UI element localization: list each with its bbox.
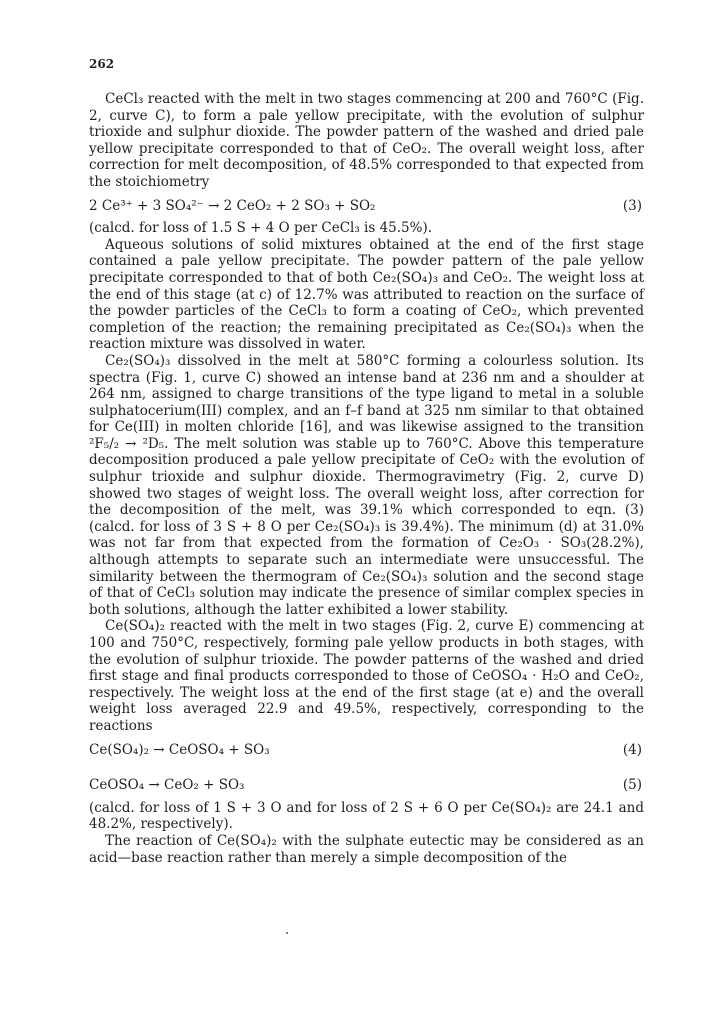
equation-4	[89, 742, 644, 759]
body-text	[89, 91, 644, 866]
paragraph-ce2so43-melt: Ce₂(SO₄)₃ dissolved in the melt at 580°C forming a colourless solution. Its spectra (Fig. 1, curve C) showed an intense band at 236 nm and a shoulder at 264 nm, assigned to charge transitions of the type ligand to metal in a soluble sulphatocerium(III) complex, and an f–f band at 325 nm similar to that obtained for Ce(III) in molten chloride [16], and was likewise assigned to the transition ²F₅/₂ → ²D₅. The melt solution was stable up to 760°C. Above this temperature decomposition produced a pale yellow precipitate of CeO₂ with the evolution of sulphur trioxide and sulphur dioxide. Thermogravimetry (Fig. 2, curve D) showed two stages of weight loss. The overall weight loss, after correction for the decomposition of the melt, was 39.1% which corresponded to eqn. (3) (calcd. for loss of 3 S + 8 O per Ce₂(SO₄)₃ is 39.4%). The minimum (d) at 31.0% was not far from that expected from the formation of Ce₂O₃ · SO₃(28.2%), although attempts to separate such an intermediate were unsuccessful. The similarity between the thermogram of Ce₂(SO₄)₃ solution and the second stage of that of CeCl₃ solution may indicate the presence of similar complex species in both solutions, although the latter exhibited a lower stability.	[89, 352, 644, 618]
equation-4-number: (4)	[622, 741, 642, 758]
paragraph-calcd-ceso42: (calcd. for loss of 1 S + 3 O and for loss of 2 S + 6 O per Ce(SO₄)₂ are 24.1 and 48.2%, respectively).	[89, 799, 644, 833]
paragraph-cecl3-reaction: CeCl₃ reacted with the melt in two stages commencing at 200 and 760°C (Fig. 2, curve C), to form a pale yellow precipitate, with the evolution of sulphur trioxide and sulphur dioxide. The powder pattern of the washed and dried pale yellow precipitate corresponded to that of CeO₂. The overall weight loss, after correction for melt decomposition, of 48.5% corresponded to that expected from the stoichiometry	[89, 91, 644, 190]
paragraph-ceso42-reaction: Ce(SO₄)₂ reacted with the melt in two stages (Fig. 2, curve E) commencing at 100 and 750°C, respectively, forming pale yellow products in both stages, with the evolution of sulphur trioxide. The powder patterns of the washed and dried first stage and final products corresponded to those of CeOSO₄ · H₂O and CeO₂, respectively. The weight loss at the end of the first stage (at e) and the overall weight loss averaged 22.9 and 49.5%, respectively, corresponding to the reactions	[89, 618, 644, 734]
paragraph-calcd-cecl3: (calcd. for loss of 1.5 S + 4 O per CeCl₃ is 45.5%).	[89, 220, 433, 237]
equation-5-formula: CeOSO₄ → CeO₂ + SO₃	[89, 777, 245, 794]
equation-5	[89, 777, 644, 794]
page-number: 262	[89, 57, 115, 71]
equation-5-number: (5)	[622, 777, 642, 794]
stray-mark	[286, 932, 288, 934]
paragraph-acid-base: The reaction of Ce(SO₄)₂ with the sulphate eutectic may be considered as an acid—base reaction rather than merely a simple decomposition of the	[89, 832, 644, 866]
equation-spacer	[89, 764, 644, 770]
equation-3-formula: 2 Ce³⁺ + 3 SO₄²⁻ → 2 CeO₂ + 2 SO₃ + SO₂	[89, 197, 376, 214]
equation-3-number: (3)	[622, 197, 642, 214]
equation-3	[89, 198, 644, 215]
paragraph-aqueous-solutions: Aqueous solutions of solid mixtures obtained at the end of the first stage contained a pale yellow precipitate. The powder pattern of the pale yellow precipitate corresponded to that of both Ce₂(SO₄)₃ and CeO₂. The weight loss at the end of this stage (at c) of 12.7% was attributed to reaction on the surface of the powder particles of the CeCl₃ to form a coating of CeO₂, which prevented completion of the reaction; the remaining precipitated as Ce₂(SO₄)₃ when the reaction mixture was dissolved in water.	[89, 236, 644, 353]
equation-4-formula: Ce(SO₄)₂ → CeOSO₄ + SO₃	[89, 741, 270, 758]
